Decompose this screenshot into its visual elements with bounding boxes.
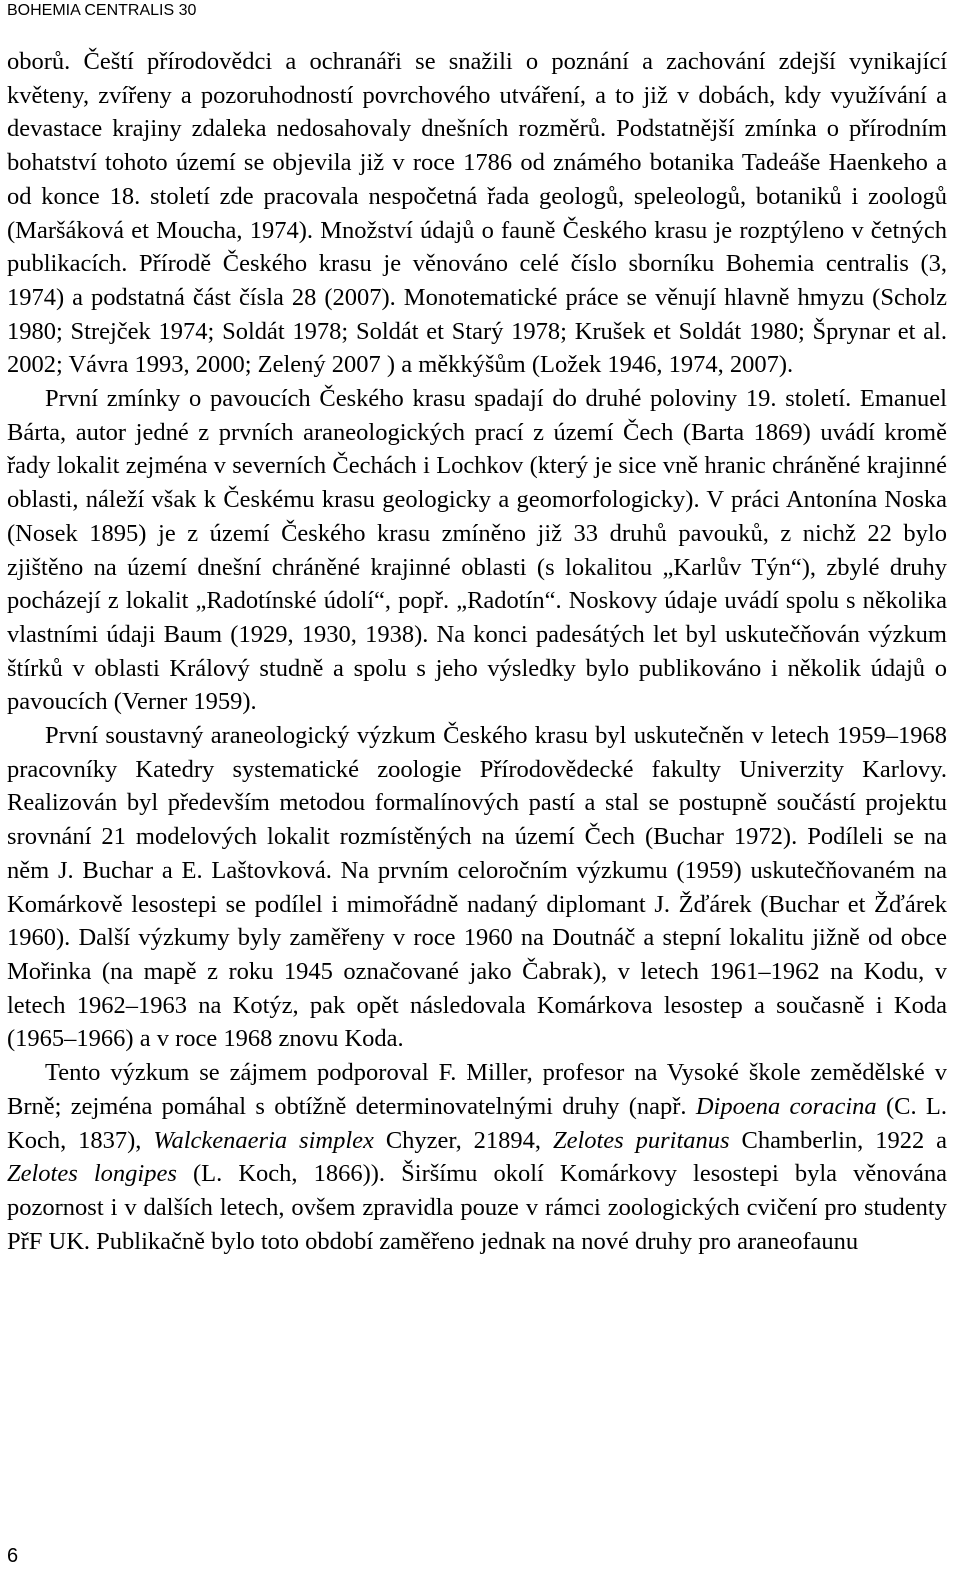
paragraph [7, 382, 947, 719]
paragraph [7, 719, 947, 1056]
paragraph [7, 1056, 947, 1258]
text-run: Tento výzkum se zájmem podporoval F. Miller, profesor na Vysoké škole zemědělské v Brně; zejména pomáhal s obtížně determinovatelnými druhy (např. [7, 1059, 947, 1120]
species-name: Dipoena coracina [695, 1092, 877, 1120]
text-run: Chyzer, 21894, [373, 1126, 553, 1154]
text-run: Chamberlin, 1922 a [729, 1126, 947, 1154]
running-header: BOHEMIA CENTRALIS 30 [7, 2, 197, 19]
body-text [7, 45, 947, 1258]
text-run: První soustavný araneologický výzkum Českého krasu byl uskutečněn v letech 1959–1968 pracovníky Katedry systematické zoologie Přírodovědecké fakulty Univerzity Karlovy. Realizován byl především metodou formalínových pastí a stal se postupně součástí projektu srovnání 21 modelových lokalit rozmístěných na území Čech (Buchar 1972). Podíleli se na něm J. Buchar a E. Laštovková. Na prvním celoročním výzkumu (1959) uskutečňovaném na Komárkově lesostepi se podílel i mimořádně nadaný diplomant J. Žďárek (Buchar et Žďárek 1960). Další výzkumy byly zaměřeny v roce 1960 na Doutnáč a stepní lokalitu jižně od obce Mořinka (na mapě z roku 1945 označované jako Čabrak), v letech 1961–1962 na Kodu, v letech 1962–1963 na Kotýz, pak opět následovala Komárkova lesostep a současně i Koda (1965–1966) a v roce 1968 znovu Koda. [7, 722, 947, 1053]
species-name: Zelotes longipes [7, 1160, 177, 1188]
species-name: Zelotes puritanus [552, 1126, 730, 1154]
text-run: (C. L. Koch, 1837), [7, 1092, 947, 1154]
text-run: (L. Koch, 1866)). Širšímu okolí Komárkovy lesostepi byla věnována pozornost i v dalších letech, ovšem zpravidla pouze v rámci zoologických cvičení pro studenty PřF UK. Publikačně bylo toto období zaměřeno jednak na nové druhy pro araneofaunu [7, 1160, 948, 1255]
paragraph [7, 45, 947, 382]
text-run: oborů. Čeští přírodovědci a ochranáři se snažili o poznání a zachování zdejší vynikající květeny, zvířeny a pozoruhodností povrchového utváření, a to již v dobách, kdy využívání a devastace krajiny zdaleka nedosahovaly dnešních rozměrů. Podstatnější zmínka o přírodním bohatství tohoto území se objevila již v roce 1786 od známého botanika Tadeáše Haenkeho a od konce 18. století zde pracovala nespočetná řada geologů, speleologů, botaniků i zoologů (Maršáková et Moucha, 1974). Množství údajů o fauně Českého krasu je rozptýleno v četných publikacích. Přírodě Českého krasu je věnováno celé číslo sborníku Bohemia centralis (3, 1974) a podstatná část čísla 28 (2007). Monotematické práce se věnují hlavně hmyzu (Scholz 1980; Strejček 1974; Soldát 1978; Soldát et Starý 1978; Krušek et Soldát 1980; Šprynar et al. 2002; Vávra 1993, 2000; Zelený 2007 ) a měkkýšům (Ložek 1946, 1974, 2007). [7, 48, 947, 379]
page-number: 6 [7, 1545, 19, 1567]
text-run: První zmínky o pavoucích Českého krasu spadají do druhé poloviny 19. století. Emanuel Bárta, autor jedné z prvních araneologických prací z území Čech (Barta 1869) uvádí kromě řady lokalit zejména v severních Čechách i Lochkov (který je sice vně hranic chráněné krajinné oblasti, náleží však k Českému krasu geologicky a geomorfologicky). V práci Antonína Noska (Nosek 1895) je z území Českého krasu zmíněno již 33 druhů pavouků, z nichž 22 bylo zjištěno na území dnešní chráněné krajinné oblasti (s lokalitou „Karlův Týn“), zbylé druhy pocházejí z lokalit „Radotínské údolí“, popř. „Radotín“. Noskovy údaje uvádí spolu s několika vlastními údaji Baum (1929, 1930, 1938). Na konci padesátých let byl uskutečňován výzkum štírků v oblasti Králový studně a spolu s jeho výsledky bylo publikováno i několik údajů o pavoucích (Verner 1959). [7, 385, 947, 716]
species-name: Walckenaeria simplex [153, 1126, 374, 1154]
